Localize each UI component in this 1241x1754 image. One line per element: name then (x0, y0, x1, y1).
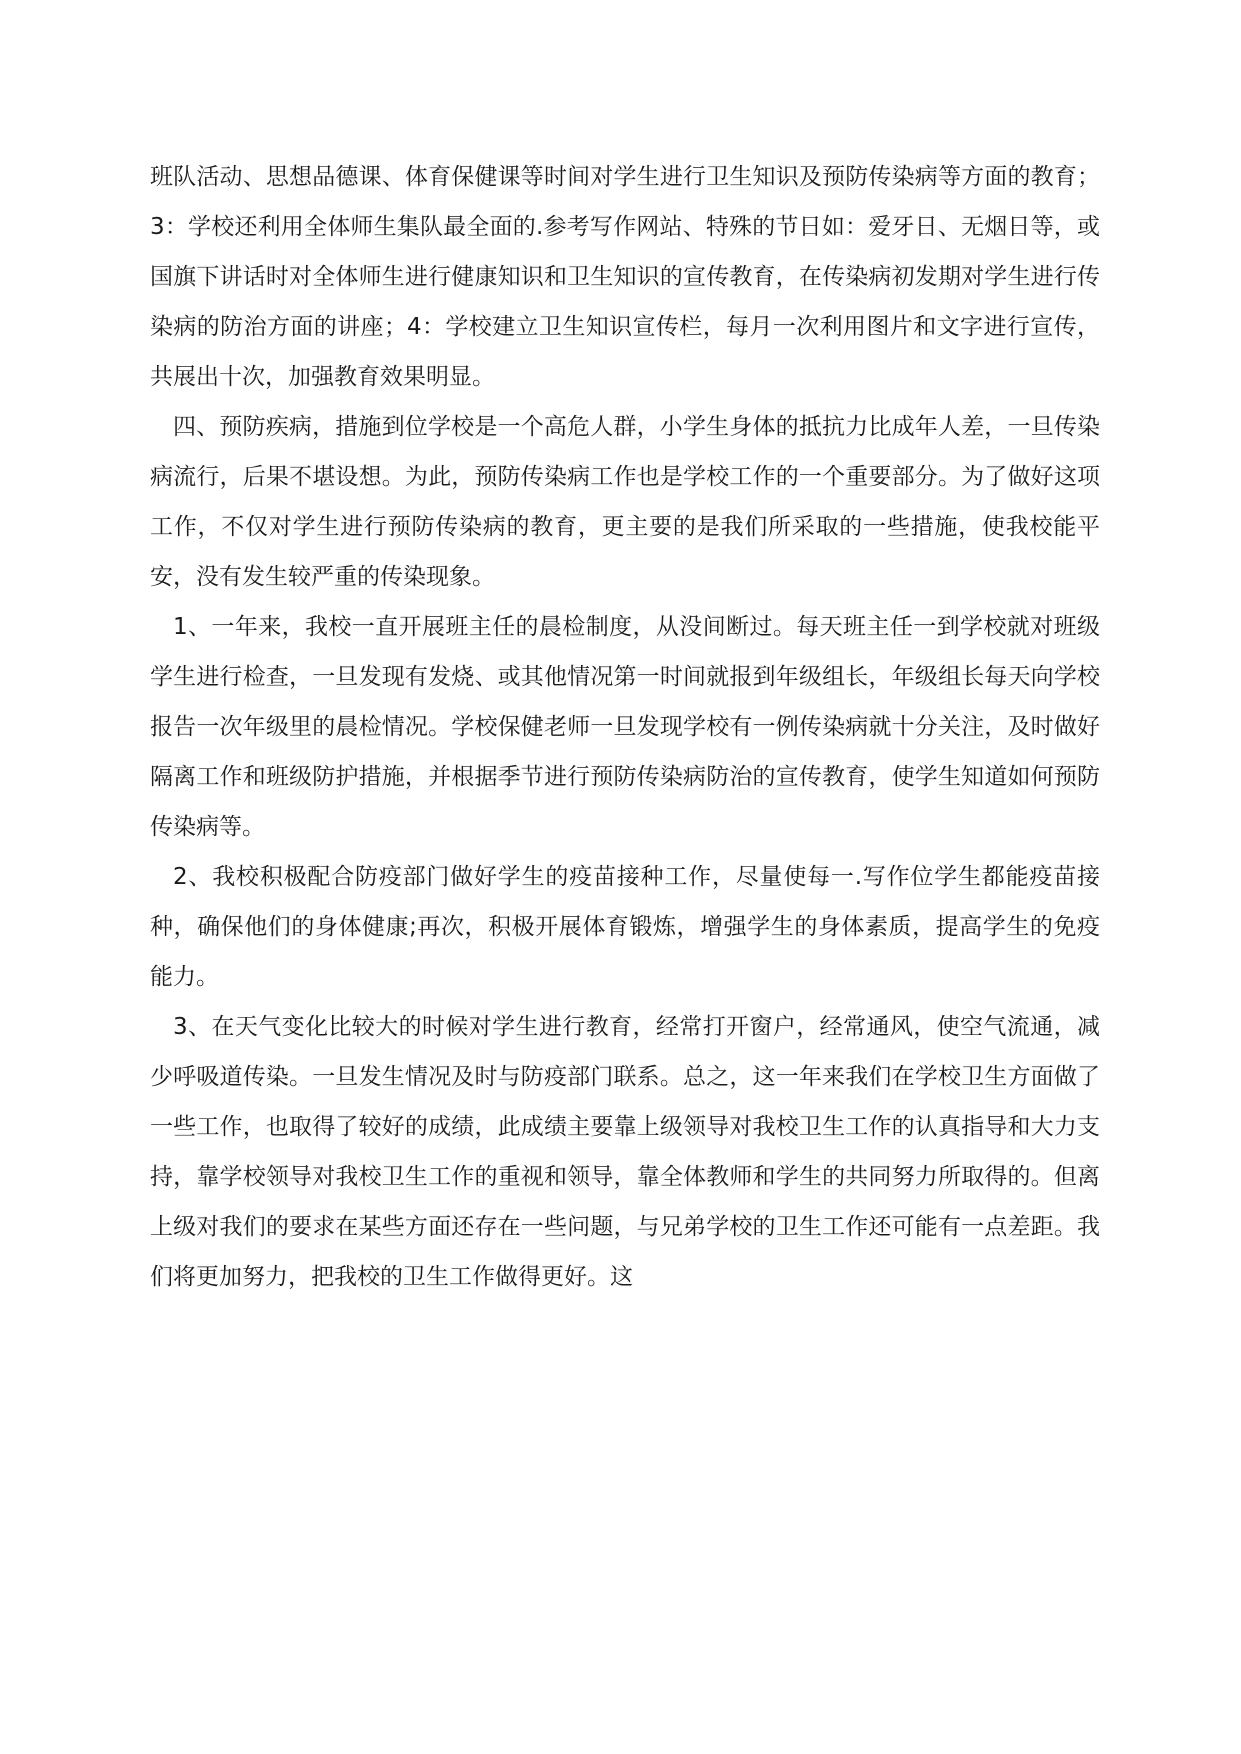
paragraph-item-2-vaccination: 2、我校积极配合防疫部门做好学生的疫苗接种工作，尽量使每一.写作位学生都能疫苗接种，确保他们的身体健康;再次，积极开展体育锻炼，增强学生的身体素质，提高学生的免疫能力。 (150, 864, 1100, 990)
paragraph-item-3-ventilation-summary: 3、在天气变化比较大的时候对学生进行教育，经常打开窗户，经常通风，使空气流通，减少呼吸道传染。一旦发生情况及时与防疫部门联系。总之，这一年来我们在学校卫生方面做了一些工作，也取得了较好的成绩，此成绩主要靠上级领导对我校卫生工作的认真指导和大力支持，靠学校领导对我校卫生工作的重视和领导，靠全体教师和学生的共同努力所取得的。但离上级对我们的要求在某些方面还存在一些问题，与兄弟学校的卫生工作还可能有一点差距。我们将更加努力，把我校的卫生工作做得更好。这 (150, 1014, 1100, 1290)
paragraph-section-four-disease-prevention: 四、预防疾病，措施到位学校是一个高危人群，小学生身体的抵抗力比成年人差，一旦传染病流行，后果不堪设想。为此，预防传染病工作也是学校工作的一个重要部分。为了做好这项工作，不仅对学生进行预防传染病的教育，更主要的是我们所采取的一些措施，使我校能平安，没有发生较严重的传染现象。 (150, 414, 1100, 590)
document-body (150, 152, 1100, 1302)
paragraph-item-1-morning-check: 1、一年来，我校一直开展班主任的晨检制度，从没间断过。每天班主任一到学校就对班级学生进行检查，一旦发现有发烧、或其他情况第一时间就报到年级组长，年级组长每天向学校报告一次年级里的晨检情况。学校保健老师一旦发现学校有一例传染病就十分关注，及时做好隔离工作和班级防护措施，并根据季节进行预防传染病防治的宣传教育，使学生知道如何预防传染病等。 (150, 614, 1100, 840)
paragraph-health-education-continued: 班队活动、思想品德课、体育保健课等时间对学生进行卫生知识及预防传染病等方面的教育；3：学校还利用全体师生集队最全面的.参考写作网站、特殊的节日如：爱牙日、无烟日等，或国旗下讲话时对全体师生进行健康知识和卫生知识的宣传教育，在传染病初发期对学生进行传染病的防治方面的讲座；4：学校建立卫生知识宣传栏，每月一次利用图片和文字进行宣传，共展出十次，加强教育效果明显。 (150, 164, 1100, 390)
